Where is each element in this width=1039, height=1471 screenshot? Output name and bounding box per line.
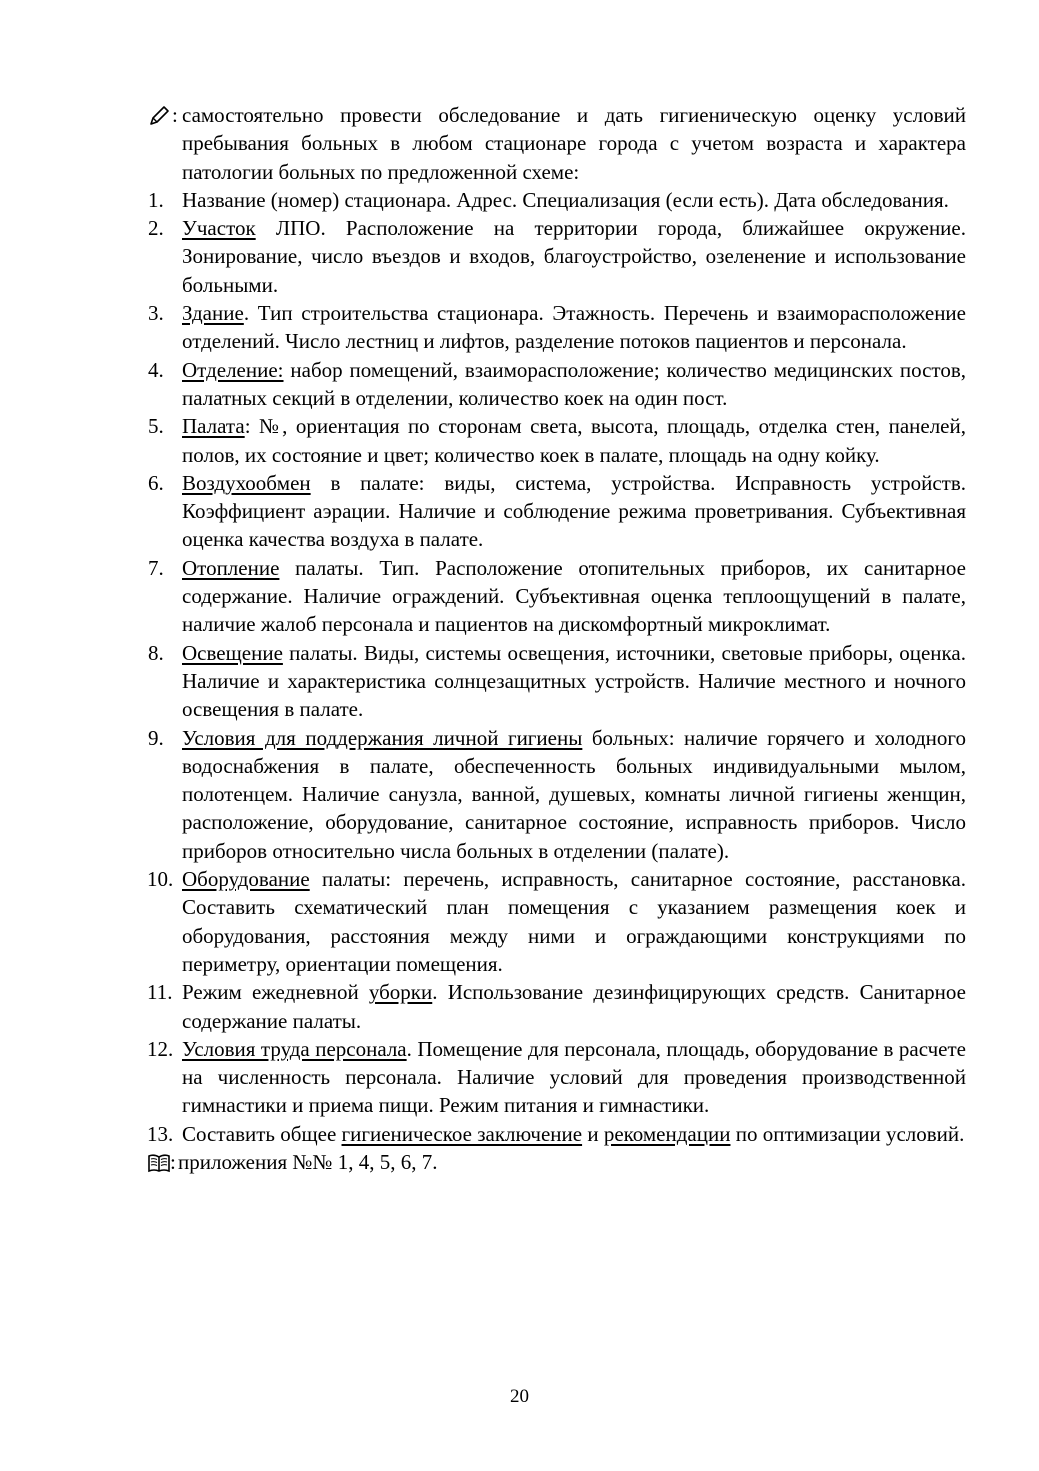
page-number: 20 xyxy=(510,1386,529,1407)
list-item xyxy=(148,299,966,356)
item-number: 4. xyxy=(148,357,164,382)
item-text-body: Название (номер) стационара. Адрес. Специализация (если есть). Дата обследования. xyxy=(182,187,949,212)
item-number: 8. xyxy=(148,640,164,665)
item-text-body: . Тип строительства стационара. Этажность. Перечень и взаиморасположение отделений. Число лестниц и лифтов, разделение потоков пациентов и персонала. xyxy=(182,301,966,354)
item-text-body: в палате: виды, система, устройства. Исправность устройств. Коэффициент аэрации. Наличие и соблюдение режима проветривания. Субъективная оценка качества воздуха в палате. xyxy=(182,470,966,552)
item-number: 10. xyxy=(147,867,174,892)
item-text xyxy=(182,186,966,214)
item-text xyxy=(182,1035,966,1120)
list-item xyxy=(148,1120,966,1148)
item-text xyxy=(182,639,966,724)
item-heading: гигиеническое заключение xyxy=(341,1121,583,1146)
item-text xyxy=(182,554,966,639)
item-heading: Воздухообмен xyxy=(182,470,311,495)
item-text xyxy=(182,724,966,865)
item-text xyxy=(182,469,966,554)
item-text-body: ЛПО. Расположение на территории города, ближайшее окружение. Зонирование, число въездов и входов, благоустройство, озеленение и использование больными. xyxy=(182,216,966,297)
item-number: 12. xyxy=(147,1036,174,1061)
item-heading: Условия труда персонала xyxy=(182,1036,407,1061)
item-text xyxy=(182,1120,966,1148)
item-heading: Отделение: xyxy=(182,357,284,382)
item-number: 5. xyxy=(148,414,164,439)
list-item xyxy=(148,1035,966,1120)
item-text-body: палаты. Виды, системы освещения, источники, световые приборы, оценка. Наличие и характеристика солнцезащитных устройств. Наличие местного и ночного освещения в палате. xyxy=(182,640,966,722)
item-heading-secondary: рекомендации xyxy=(603,1121,731,1146)
item-text xyxy=(182,865,966,978)
list-item xyxy=(148,724,966,865)
item-heading: Условия для поддержания личной гигиены xyxy=(182,725,583,750)
list-item xyxy=(148,186,966,214)
item-text xyxy=(182,299,966,356)
item-heading: Палата xyxy=(182,414,245,439)
numbered-list xyxy=(148,186,966,1148)
list-item xyxy=(148,469,966,554)
list-item xyxy=(148,978,966,1035)
item-text-joiner: и xyxy=(582,1121,604,1146)
item-heading: Оборудование xyxy=(182,867,310,892)
item-number: 6. xyxy=(148,470,164,495)
item-heading: Освещение xyxy=(182,640,283,665)
item-text xyxy=(182,214,966,299)
task-content xyxy=(148,101,966,1176)
item-text-body: . Помещение для персонала, площадь, оборудование в расчете на численность персонала. Наличие условий для проведения производственной гимнастики и приема пищи. Режим питания и гимнастики. xyxy=(182,1036,966,1118)
item-number: 9. xyxy=(148,725,164,750)
item-number: 11. xyxy=(147,980,173,1005)
item-text-lead: Режим ежедневной xyxy=(182,980,369,1005)
intro-colon: : xyxy=(172,103,178,127)
item-text-body: . Использование дезинфицирующих средств. Санитарное содержание палаты. xyxy=(182,980,966,1033)
item-text-body: набор помещений, взаиморасположение; количество медицинских постов, палатных секций в отделении, количество коек на один пост. xyxy=(182,357,966,410)
item-number: 3. xyxy=(148,301,164,326)
list-item xyxy=(148,412,966,469)
item-text-body: палаты: перечень, исправность, санитарное состояние, расстановка. Составить схематический план помещения с указанием размещения коек и оборудования, расстояния между ними и ограждающими конструкциями по периметру, ориентации помещения. xyxy=(182,867,966,976)
list-item xyxy=(148,639,966,724)
item-text xyxy=(182,412,966,469)
item-number: 7. xyxy=(148,555,164,580)
item-number: 1. xyxy=(148,187,164,212)
item-text-lead: Составить общее xyxy=(182,1121,342,1146)
book-icon xyxy=(148,1152,170,1174)
item-text-body: по оптимизации условий. xyxy=(730,1121,965,1146)
item-text-body: больных: наличие горячего и холодного водоснабжения в палате, обеспеченность больных индивидуальными мылом, полотенцем. Наличие санузла, ванной, душевых, комнаты личной гигиены женщин, расположение, оборудование, санитарное состояние, исправность приборов. Число приборов относительно числа больных в отделении (палате). xyxy=(182,725,967,863)
list-item xyxy=(148,554,966,639)
item-text-body: палаты. Тип. Расположение отопительных приборов, их санитарное содержание. Наличие ограждений. Субъективная оценка теплоощущений в палате, наличие жалоб персонала и пациентов на дискомфортный микроклимат. xyxy=(182,555,966,637)
item-heading: Отопление xyxy=(182,555,280,580)
item-heading: Участок xyxy=(182,216,256,241)
list-item xyxy=(148,865,966,978)
pencil-icon xyxy=(148,105,170,127)
item-heading: Здание xyxy=(182,301,244,326)
item-text xyxy=(182,356,966,413)
reference-line xyxy=(148,1148,966,1176)
item-text-body: : №, ориентация по сторонам света, высота, площадь, отделка стен, панелей, полов, их состояние и цвет; количество коек в палате, площадь на одну койку. xyxy=(182,414,966,467)
reference-text: приложения №№ 1, 4, 5, 6, 7. xyxy=(178,1149,438,1174)
task-intro xyxy=(148,101,966,186)
list-item xyxy=(148,356,966,413)
reference-colon: : xyxy=(170,1149,176,1174)
item-heading: уборки xyxy=(368,980,433,1005)
item-number: 13. xyxy=(147,1121,174,1146)
intro-text: самостоятельно провести обследование и дать гигиеническую оценку условий пребывания больных в любом стационаре города с учетом возраста и характера патологии больных по предложенной схеме: xyxy=(182,103,966,184)
item-number: 2. xyxy=(148,216,164,241)
list-item xyxy=(148,214,966,299)
item-text xyxy=(182,978,966,1035)
